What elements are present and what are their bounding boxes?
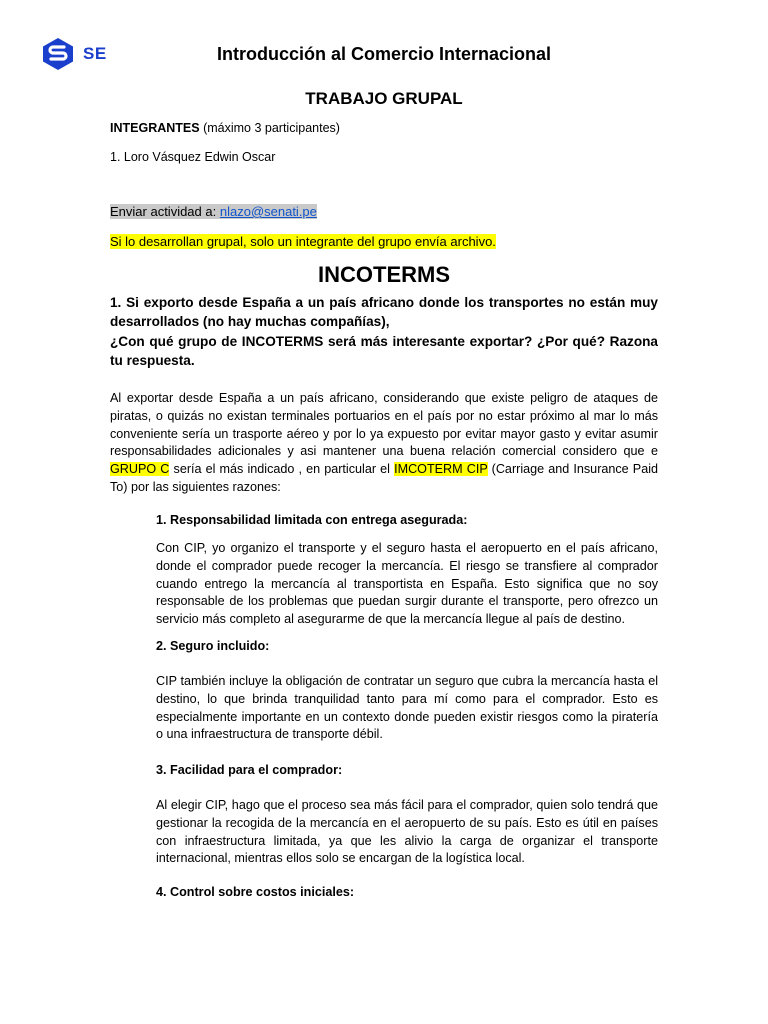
question-line-2: ¿Con qué grupo de INCOTERMS será más interesante exportar? ¿Por qué? Razona tu respuesta. [110,333,658,368]
enviar-label: Enviar actividad a: nlazo@senati.pe [110,204,317,219]
section-title: INCOTERMS [318,262,450,287]
point-1-text: Con CIP, yo organizo el transporte y el seguro hasta el aeropuerto en el país africano, donde el comprador puede recoger la mercancía. El riesgo se transfiere al comprador cuando entrego la mercancía al transportista en España. Esto significa que no soy responsable de los problemas que puedan surgir durante el transporte, pero ofrezco un servicio más completo al asegurarme de que la mercancía llegue al país de destino. [156,541,658,627]
point-3-heading: 3. Facilidad para el comprador: [156,763,343,777]
grupal-note: Si lo desarrollan grupal, solo un integrante del grupo envía archivo. [110,234,496,249]
highlight-incoterm-cip: IMCOTERM CIP [394,462,488,477]
integrantes-note: (máximo 3 participantes) [203,121,340,135]
question-line-1: 1. Si exporto desde España a un país africano donde los transportes no están muy desarrollados (no hay muchas compañías), [110,295,658,330]
logo-text: SE [83,44,107,63]
point-1-heading: 1. Responsabilidad limitada con entrega asegurada: [156,513,468,527]
email-link[interactable]: nlazo@senati.pe [219,204,317,219]
enviar-line [110,204,317,219]
point-2-text: CIP también incluye la obligación de contratar un seguro que cubra la mercancía hasta el destino, lo que brinda tranquilidad tanto para mí como para el comprador. Esto es especialmente importante en un contexto donde pueden existir riesgos como la piratería o una infraestructura de transporte débil. [156,674,658,742]
point-4-heading: 4. Control sobre costos iniciales: [156,885,355,899]
highlight-grupo-c: GRUPO C [110,462,170,477]
intro-paragraph: Al exportar desde España a un país africano, considerando que existe peligro de ataques de piratas, o quizás no existan terminales portuarios en el país por no estar próximo al mar lo más conveniente sería un trasporte aéreo y por lo ya expuesto por evitar mayor gasto y evitar asumir responsabilidades adicionales y asi mantener una buena relación comercial considero que e GRUPO C sería el más indicado , en particular el IMCOTERM CIP (Carriage and Insurance Paid To) por las siguientes razones: [110,391,659,494]
integrantes-line [110,121,340,135]
member-1: 1. Loro Vásquez Edwin Oscar [110,150,276,164]
integrantes-label: INTEGRANTES [110,121,200,135]
document-title: Introducción al Comercio Internacional [216,44,552,64]
document-subtitle: TRABAJO GRUPAL [305,89,463,108]
point-2-heading: 2. Seguro incluido: [156,639,270,653]
point-3-text: Al elegir CIP, hago que el proceso sea más fácil para el comprador, quien solo tendrá que gestionar la recogida de la mercancía en el aeropuerto de su país. Esto es útil en países con infraestructura limitada, ya que les alivio la carga de organizar el transporte internacional, mientras ellos solo se encargan de la logística local. [156,798,658,866]
question-block [110,293,658,370]
